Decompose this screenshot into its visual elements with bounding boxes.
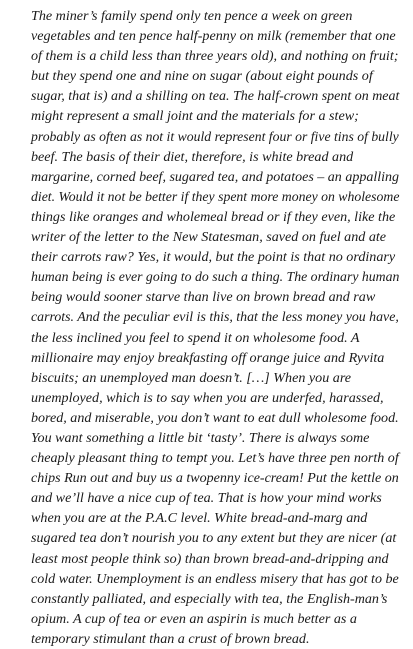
text-line: diet. Would it not be better if they spent more money on wholesome xyxy=(31,188,400,205)
text-line: You want something a little bit ‘tasty’. There is always some xyxy=(31,429,370,446)
text-line: millionaire may enjoy breakfasting off orange juice and Ryvita xyxy=(31,349,385,366)
text-line: being would sooner starve than live on brown bread and raw xyxy=(31,289,376,306)
text-line: but they spend one and nine on sugar (about eight pounds of xyxy=(31,68,373,85)
text-line: margarine, corned beef, sugared tea, and potatoes – an appalling xyxy=(31,168,400,185)
text-line: unemployed, which is to say when you are underfed, harassed, xyxy=(31,389,384,406)
text-line: beef. The basis of their diet, therefore, is white bread and xyxy=(31,148,354,165)
text-line: human being is ever going to do such a thing. The ordinary human xyxy=(31,269,400,286)
text-line: the less inclined you feel to spend it on wholesome food. A xyxy=(31,329,360,346)
quoted-passage xyxy=(31,6,399,649)
text-line: sugar, that is) and a shilling on tea. The half-crown spent on meat xyxy=(31,88,400,105)
text-line: cheaply pleasant thing to tempt you. Let’s have three pen north of xyxy=(31,450,399,467)
text-line: bored, and miserable, you don’t want to eat dull wholesome food. xyxy=(31,409,399,426)
text-line: least most people think so) than brown bread-and-dripping and xyxy=(31,550,389,567)
text-line: might represent a small joint and the materials for a stew; xyxy=(31,108,359,125)
text-line: writer of the letter to the New Statesman, saved on fuel and ate xyxy=(31,229,387,246)
text-line: temporary stimulant than a crust of brown bread. xyxy=(31,630,310,647)
text-line: cold water. Unemployment is an endless misery that has got to be xyxy=(31,570,399,587)
text-line: of them is a child less than three years old), and nothing on fruit; xyxy=(31,48,399,65)
text-line: when you are at the P.A.C level. White bread-and-marg and xyxy=(31,510,368,527)
text-line: opium. A cup of tea or even an aspirin is much better as a xyxy=(31,610,357,627)
text-line: sugared tea don’t nourish you to any extent but they are nicer (at xyxy=(31,530,397,547)
text-line: chips Run out and buy us a twopenny ice-cream! Put the kettle on xyxy=(31,470,399,487)
text-line: vegetables and ten pence half-penny on milk (remember that one xyxy=(31,28,396,45)
text-line: probably as often as not it would represent four or five tins of bully xyxy=(31,128,399,145)
text-line: carrots. And the peculiar evil is this, that the less money you have, xyxy=(31,309,399,326)
text-line: The miner’s family spend only ten pence a week on green xyxy=(31,8,353,24)
text-line: things like oranges and wholemeal bread or if they even, like the xyxy=(31,208,396,225)
text-line: their carrots raw? Yes, it would, but the point is that no ordinary xyxy=(31,249,396,266)
text-line: and we’ll have a nice cup of tea. That is how your mind works xyxy=(31,490,382,507)
text-line: constantly palliated, and especially with tea, the English-man’s xyxy=(31,590,388,607)
text-line: biscuits; an unemployed man doesn’t. […] When you are xyxy=(31,369,352,386)
